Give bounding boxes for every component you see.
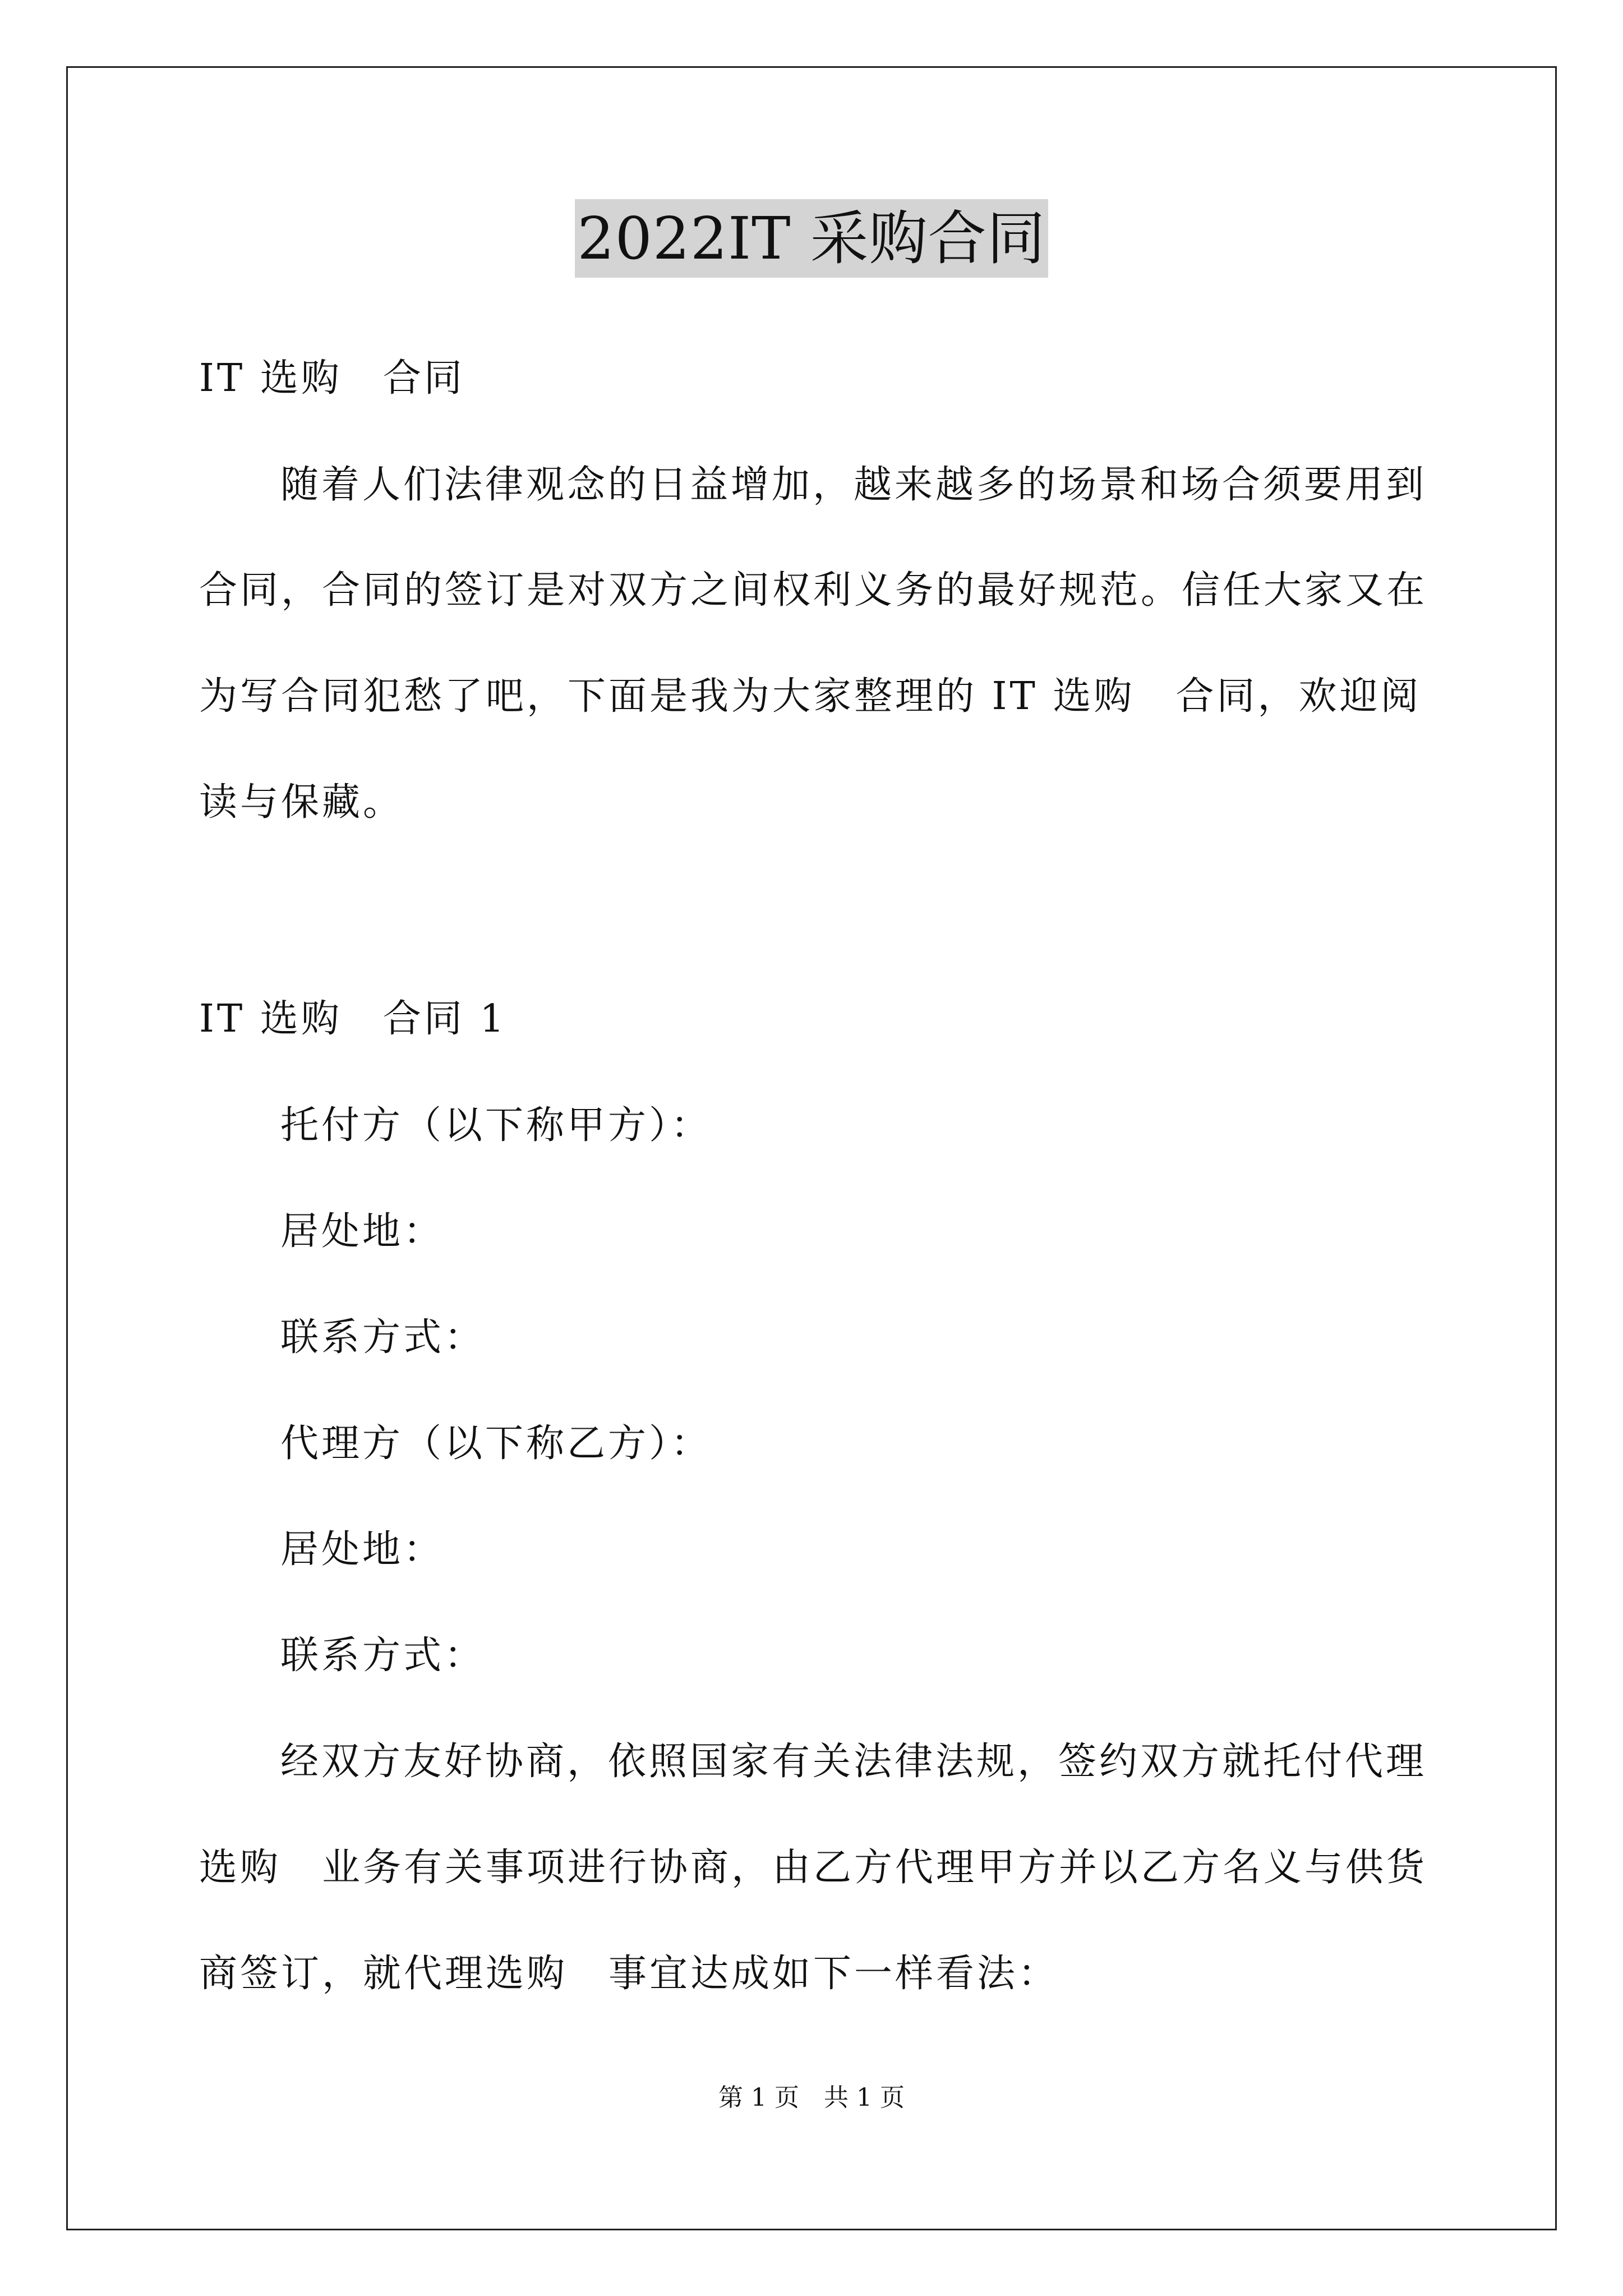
agreement-line-2: 选购 业务有关事项进行协商，由乙方代理甲方并以乙方名义与供货 xyxy=(199,1846,1428,1890)
document-subtitle: IT 选购 合同 xyxy=(199,356,465,401)
party-b-contact-field: 联系方式： xyxy=(280,1634,486,1678)
intro-line-3: 为写合同犯愁了吧，下面是我为大家整理的 IT 选购 合同，欢迎阅 xyxy=(199,674,1422,719)
party-b-name-field: 代理方（以下称乙方）： xyxy=(280,1421,712,1466)
party-a-contact-field: 联系方式： xyxy=(280,1315,486,1360)
document-title: 2022IT 采购合同 xyxy=(575,199,1048,278)
agreement-line-1: 经双方友好协商，依照国家有关法律法规，签约双方就托付代理 xyxy=(280,1740,1427,1784)
party-a-name-field: 托付方（以下称甲方）： xyxy=(280,1103,712,1148)
intro-line-1: 随着人们法律观念的日益增加，越来越多的场景和场合须要用到 xyxy=(280,463,1427,507)
intro-line-4: 读与保藏。 xyxy=(199,780,404,825)
agreement-line-3: 商签订，就代理选购 事宜达成如下一样看法： xyxy=(199,1952,1059,1996)
section-heading: IT 选购 合同 1 xyxy=(199,997,507,1041)
intro-line-2: 合同，合同的签订是对双方之间权利义务的最好规范。信任大家又在 xyxy=(199,568,1428,613)
party-a-address-field: 居处地： xyxy=(280,1209,445,1254)
page-footer: 第 1 页 共 1 页 xyxy=(718,2083,905,2112)
party-b-address-field: 居处地： xyxy=(280,1527,445,1572)
title-container xyxy=(0,199,1623,278)
